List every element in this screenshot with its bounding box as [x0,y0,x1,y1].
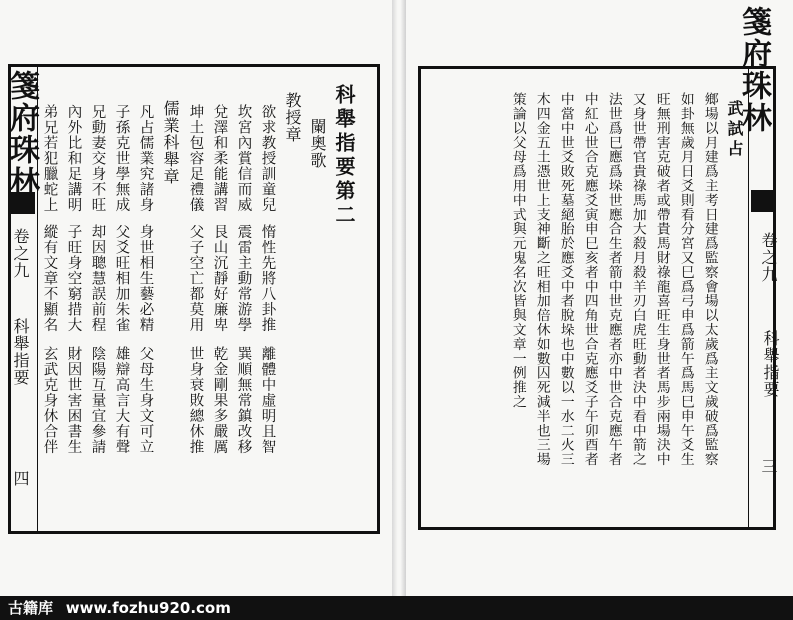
verse-column: 子孫克世學無成 [113,104,130,213]
verse-column: 雄辯高言大有聲 [113,346,130,455]
text-column: 又身世帶官貴祿馬加大殺月殺羊刃白虎旺動者決中看中箭之 [629,92,646,467]
watermark-site-name: 古籍库 [8,599,54,617]
text-column: 木四金五土憑世上支神斷之旺相加倍休如數囚死減半也三場 [533,92,550,467]
page-number: 三 [759,458,778,475]
verse-column: 兄動妻交身不旺 [89,104,106,213]
verse-column: 父子空亡都莫用 [187,224,204,333]
verse-column: 離體中虛明且智 [259,346,276,455]
text-column: 策論以父母爲用中式與元鬼名次皆與文章一例推之 [509,92,526,409]
text-column: 如卦無歲月日爻則看分宮又巳爲弓申爲箭午爲馬巳申午爻生 [677,92,694,467]
left-margin-title: 箋府珠林 [4,70,39,198]
right-margin-volume: 卷之九 [759,232,778,283]
verse-column: 震雷主動常游學 [235,224,252,333]
verse-column: 欲求教授訓童兒 [259,104,276,213]
verse-column: 父母生身文可立 [137,346,154,455]
verse-column: 子旺身空窮措大 [65,224,82,333]
right-margin-banner [751,190,775,212]
verse-column: 弟兄若犯臘蛇上 [41,104,58,213]
verse-column: 財因世害困書生 [65,346,82,455]
text-column: 中紅心世合克應爻寅申巳亥者中四角世合克應爻子午卯酉者 [581,92,598,467]
left-margin-volume: 卷之九 [11,228,30,279]
verse-column: 縱有文章不顯名 [41,224,58,333]
verse-column: 却因聰慧誤前程 [89,224,106,333]
text-column: 旺無刑害克破者或帶貴馬財祿龍喜旺生身世者馬步兩場決中 [653,92,670,467]
left-subtitle: 闌奧歌 [308,118,327,169]
right-margin-section: 科舉指要 [761,330,780,398]
verse-column: 內外比和足講明 [65,104,82,213]
jiaoshou-heading: 教授章 [283,92,302,143]
verse-column: 坎宮內賞信而威 [235,104,252,213]
watermark-site-url[interactable]: www.fozhu920.com [65,599,231,617]
verse-column: 坤土包容足禮儀 [187,104,204,213]
text-column: 法世爲巳應爲垛世應合生者箭中世克應者亦中世合克應午者 [605,92,622,467]
left-section-title: 科舉指要第二 [332,84,356,228]
verse-column: 乾金剛果多嚴厲 [211,346,228,455]
text-column: 鄉場以月建爲主考日建爲監察會場以太歲爲主文歲破爲監察 [701,92,718,467]
verse-column: 惰性先將八卦推 [259,224,276,333]
verse-column: 身世相生藝必精 [137,224,154,333]
left-margin-section: 科舉指要 [11,318,30,386]
verse-column: 凡占儒業究諸身 [137,104,154,213]
verse-column: 父爻旺相加朱雀 [113,224,130,333]
verse-column: 玄武克身休合伴 [41,346,58,455]
verse-column: 陰陽互量宜參請 [89,346,106,455]
verse-column: 兌澤和柔能講習 [211,104,228,213]
verse-column: 巽順無常鎮改移 [235,346,252,455]
book-gutter [392,0,406,596]
verse-column: 世身衰敗總休推 [187,346,204,455]
watermark-bar [0,596,793,620]
left-margin-extra: 四 [11,470,30,487]
ruye-heading: 儒業科舉章 [161,100,180,185]
verse-column: 艮山沉靜好廉卑 [211,224,228,333]
wushi-heading: 武試占 [725,100,744,160]
right-margin-title: 箋府珠林 [736,6,771,134]
text-column: 中當中世爻敗死墓絕胎於應爻中者脫垛也中數以一水二火三 [557,92,574,467]
